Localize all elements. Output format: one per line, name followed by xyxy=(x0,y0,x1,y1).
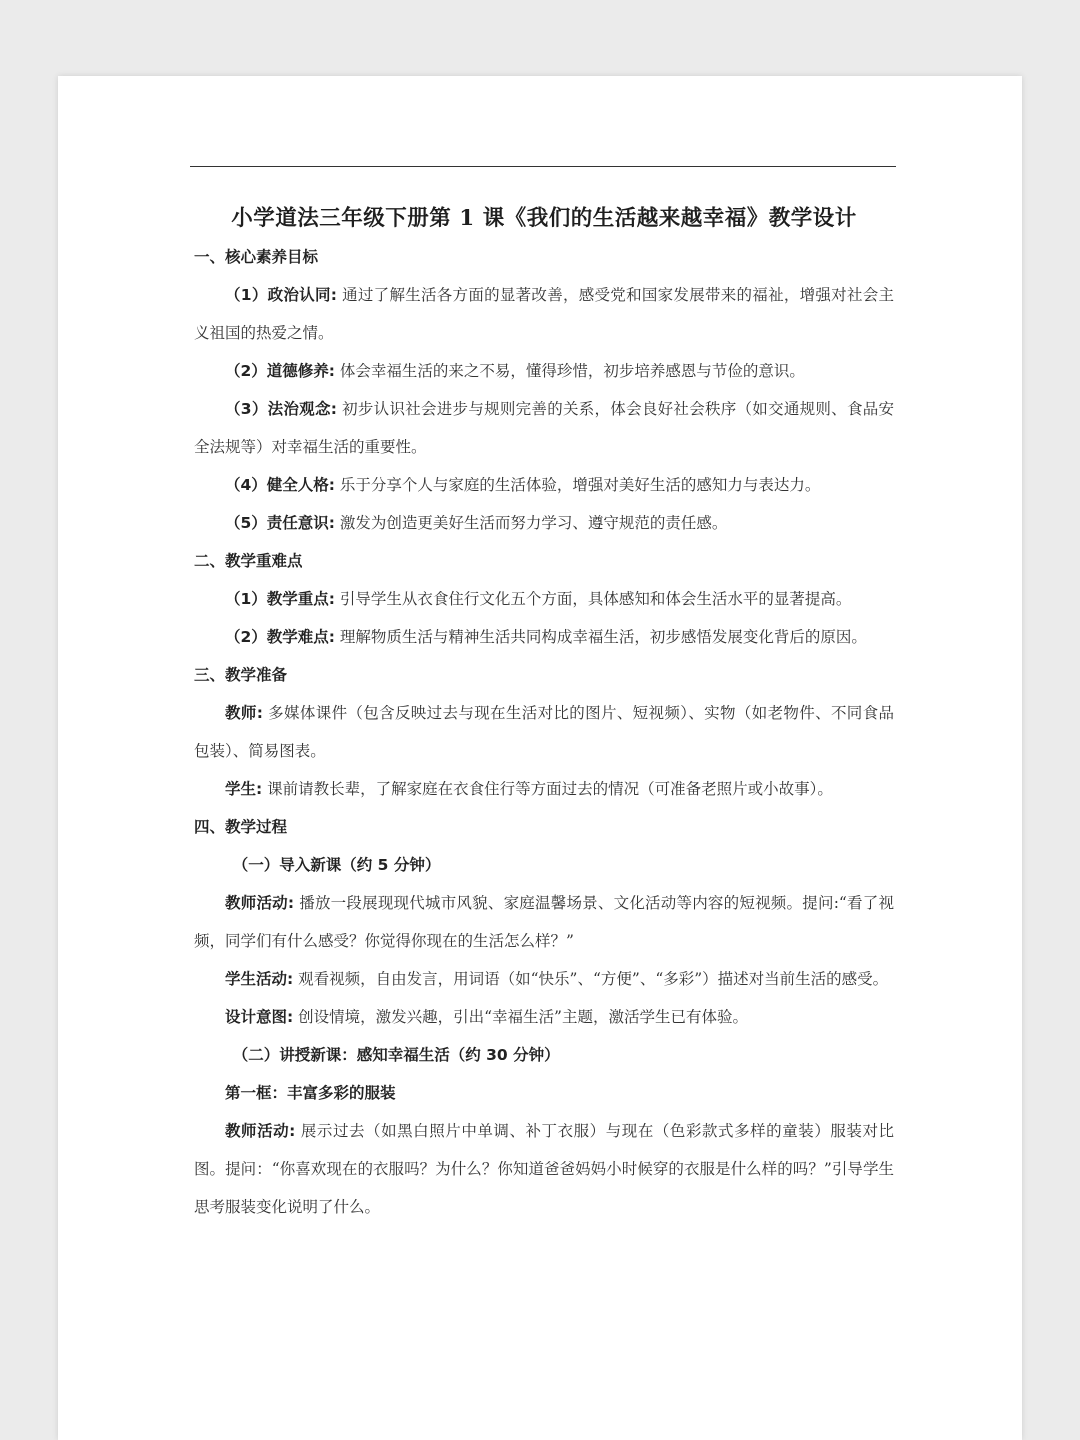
section-heading-preparation: 三、教学准备 xyxy=(194,666,288,684)
subsection-new-lesson: （二）讲授新课：感知幸福生活（约 30 分钟） xyxy=(232,1046,560,1064)
key-point-item: （2）教学难点: 理解物质生活与精神生活共同构成幸福生活，初步感悟发展变化背后的原因。 xyxy=(225,628,867,646)
section-heading-process: 四、教学过程 xyxy=(194,818,288,836)
goal-item: （5）责任意识: 激发为创造更美好生活而努力学习、遵守规范的责任感。 xyxy=(225,514,728,532)
page-title: 小学道法三年级下册第 1 课《我们的生活越来越幸福》教学设计 xyxy=(231,206,857,231)
design-intent: 设计意图: 创设情境，激发兴趣，引出“幸福生活”主题，激活学生已有体验。 xyxy=(225,1008,748,1026)
header-rule xyxy=(190,166,896,167)
frame-heading: 第一框：丰富多彩的服装 xyxy=(225,1084,396,1102)
teacher-activity: 教师活动: 展示过去（如黑白照片中单调、补丁衣服）与现在（色彩款式多样的童装）服装对比图。提问：“你喜欢现在的衣服吗？为什么？你知道爸爸妈妈小时候穿的衣服是什么样的吗？”引导学生思考服装变化说明了什么。 xyxy=(194,1122,894,1216)
key-point-item: （1）教学重点: 引导学生从衣食住行文化五个方面，具体感知和体会生活水平的显著提高。 xyxy=(225,590,852,608)
student-activity: 学生活动: 观看视频，自由发言，用词语（如“快乐”、“方便”、“多彩”）描述对当前生活的感受。 xyxy=(225,970,889,988)
goal-item: （3）法治观念: 初步认识社会进步与规则完善的关系，体会良好社会秩序（如交通规则、食品安全法规等）对幸福生活的重要性。 xyxy=(194,400,894,456)
prep-student: 学生: 课前请教长辈，了解家庭在衣食住行等方面过去的情况（可准备老照片或小故事）。 xyxy=(225,780,833,798)
section-heading-key-points: 二、教学重难点 xyxy=(194,552,303,570)
goal-item: （4）健全人格: 乐于分享个人与家庭的生活体验，增强对美好生活的感知力与表达力。 xyxy=(225,476,821,494)
teacher-activity: 教师活动: 播放一段展现现代城市风貌、家庭温馨场景、文化活动等内容的短视频。提问:“看了视频，同学们有什么感受？你觉得你现在的生活怎么样？” xyxy=(194,894,894,950)
prep-teacher: 教师: 多媒体课件（包含反映过去与现在生活对比的图片、短视频）、实物（如老物件、不同食品包装）、简易图表。 xyxy=(194,704,894,760)
goal-item: （1）政治认同: 通过了解生活各方面的显著改善，感受党和国家发展带来的福祉，增强对社会主义祖国的热爱之情。 xyxy=(194,286,894,342)
document-body xyxy=(194,204,894,1226)
subsection-intro: （一）导入新课（约 5 分钟） xyxy=(232,856,441,874)
goal-item: （2）道德修养: 体会幸福生活的来之不易，懂得珍惜，初步培养感恩与节俭的意识。 xyxy=(225,362,805,380)
document-page xyxy=(58,76,1022,1440)
section-heading-goals: 一、核心素养目标 xyxy=(194,248,319,266)
